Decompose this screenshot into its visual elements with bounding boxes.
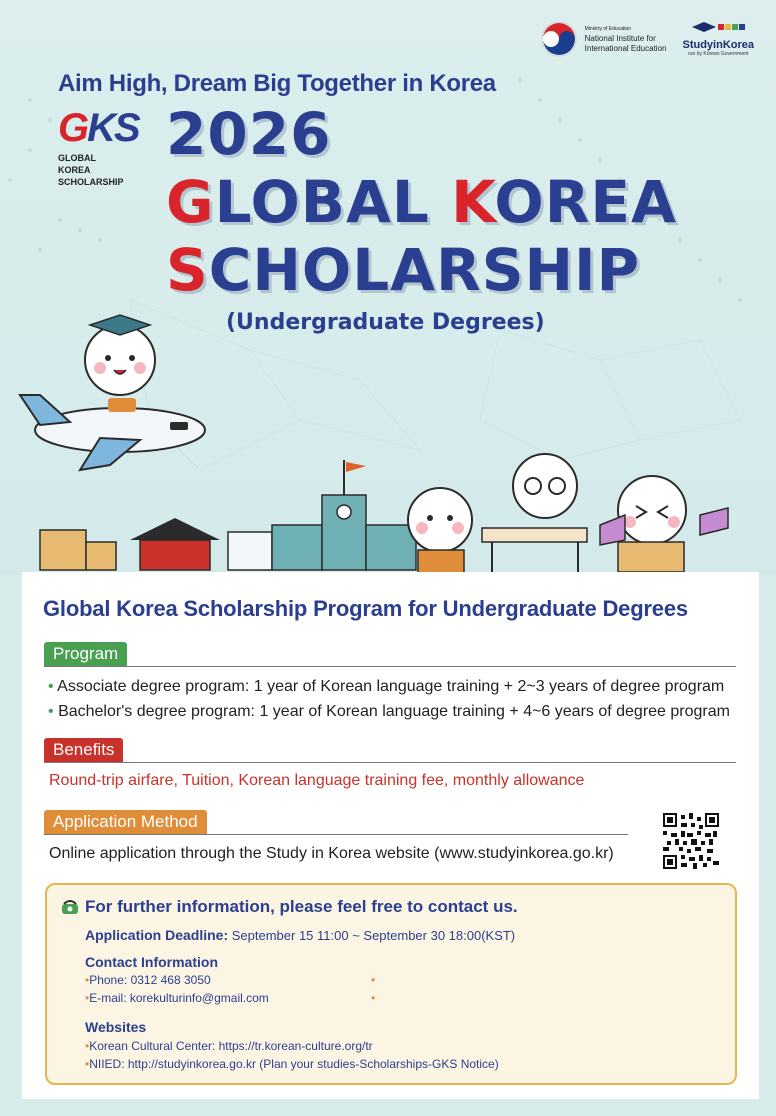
buildings-illustration xyxy=(40,460,416,570)
bullet-icon: • xyxy=(85,1039,90,1053)
bullet-icon: • xyxy=(48,703,54,720)
gks-sub-3: SCHOLARSHIP xyxy=(58,177,124,187)
benefits-text: Round-trip airfare, Tuition, Korean language training fee, monthly allowance xyxy=(49,772,585,789)
illustration-scene xyxy=(0,300,776,575)
title-line1-lobal: LOBAL xyxy=(214,168,452,236)
phone-number[interactable]: 0312 468 3050 xyxy=(127,973,211,987)
contact-box-title xyxy=(61,897,518,917)
program-section-head xyxy=(44,642,127,666)
bullet-icon: • xyxy=(371,991,376,1005)
program-item-associate: • Associate degree program: 1 year of Korean language training + 2~3 years of degree program xyxy=(48,678,725,695)
gks-sub-1: GLOBAL xyxy=(58,153,96,163)
title-line1-orea: OREA xyxy=(494,168,677,236)
contact-email: •E-mail: korekulturinfo@gmail.com xyxy=(85,991,269,1005)
studyinkorea-logo xyxy=(682,20,754,57)
phone-icon xyxy=(61,898,79,916)
benefits-section-head xyxy=(44,738,123,762)
application-deadline xyxy=(85,927,515,943)
benefits-divider xyxy=(44,762,736,763)
deadline-value: September 15 11:00 ~ September 30 18:00(KST) xyxy=(228,928,516,943)
qr-code-icon[interactable] xyxy=(663,813,719,869)
gks-logo-ks: KS xyxy=(87,106,139,150)
website-kcc[interactable]: •Korean Cultural Center: https://tr.korean-culture.org/tr xyxy=(85,1039,373,1053)
deadline-label: Application Deadline: xyxy=(85,927,229,943)
gks-logo-g: G xyxy=(58,106,88,150)
institute-line2: International Education xyxy=(584,43,667,53)
niied-logo xyxy=(541,21,667,57)
application-section-head xyxy=(44,810,207,834)
application-label: Application Method xyxy=(44,810,207,834)
institute-line1: National Institute for xyxy=(584,33,656,43)
year-heading: 2026 xyxy=(166,100,332,168)
bullet-icon: • xyxy=(85,991,90,1005)
benefits-label: Benefits xyxy=(44,738,123,762)
card-title: Global Korea Scholarship Program for Undergraduate Degrees xyxy=(43,596,688,621)
title-line1-k: K xyxy=(451,168,495,236)
website-niied[interactable]: •NIIED: http://studyinkorea.go.kr (Plan your studies-Scholarships-GKS Notice) xyxy=(85,1057,499,1071)
title-line1-g: G xyxy=(166,168,215,236)
tagline: Aim High, Dream Big Together in Korea xyxy=(58,70,496,97)
contact-box xyxy=(45,883,737,1085)
gks-logo xyxy=(58,108,139,188)
email-link[interactable]: korekulturinfo@gmail.com xyxy=(126,991,269,1005)
title-line1 xyxy=(166,168,677,236)
bullet-icon: • xyxy=(371,973,376,987)
bullet-icon: • xyxy=(48,678,54,695)
contact-box-title-text: For further information, please feel free to contact us. xyxy=(85,897,518,916)
gks-sub-2: KOREA xyxy=(58,165,91,175)
contact-heading: Contact Information xyxy=(85,954,218,970)
bullet-icon: • xyxy=(85,973,90,987)
contact-phone: •Phone: 0312 468 3050 xyxy=(85,973,211,987)
taegeuk-icon xyxy=(541,21,577,57)
studyinkorea-sub: run by Korean Government xyxy=(688,51,749,57)
header-logos xyxy=(541,20,754,57)
application-divider xyxy=(44,834,628,835)
title-line2-s: S xyxy=(166,236,209,304)
title-line2 xyxy=(166,236,640,304)
studyinkorea-title: StudyinKorea xyxy=(682,39,754,51)
info-card xyxy=(22,572,759,1099)
websites-heading: Websites xyxy=(85,1019,147,1035)
bullet-icon: • xyxy=(85,1057,90,1071)
title-line2-cholarship: CHOLARSHIP xyxy=(208,236,641,304)
program-label: Program xyxy=(44,642,127,666)
subtitle: (Undergraduate Degrees) xyxy=(226,310,545,335)
application-text: Online application through the Study in Korea website (www.studyinkorea.go.kr) xyxy=(49,845,614,862)
mascot-characters xyxy=(408,454,728,575)
ministry-label: Ministry of Education xyxy=(584,25,632,32)
graduation-cap-icon xyxy=(688,20,748,34)
program-divider xyxy=(44,666,736,667)
airplane-illustration xyxy=(20,315,205,470)
program-item-bachelor: • Bachelor's degree program: 1 year of Korean language training + 4~6 years of degree program xyxy=(48,703,730,720)
